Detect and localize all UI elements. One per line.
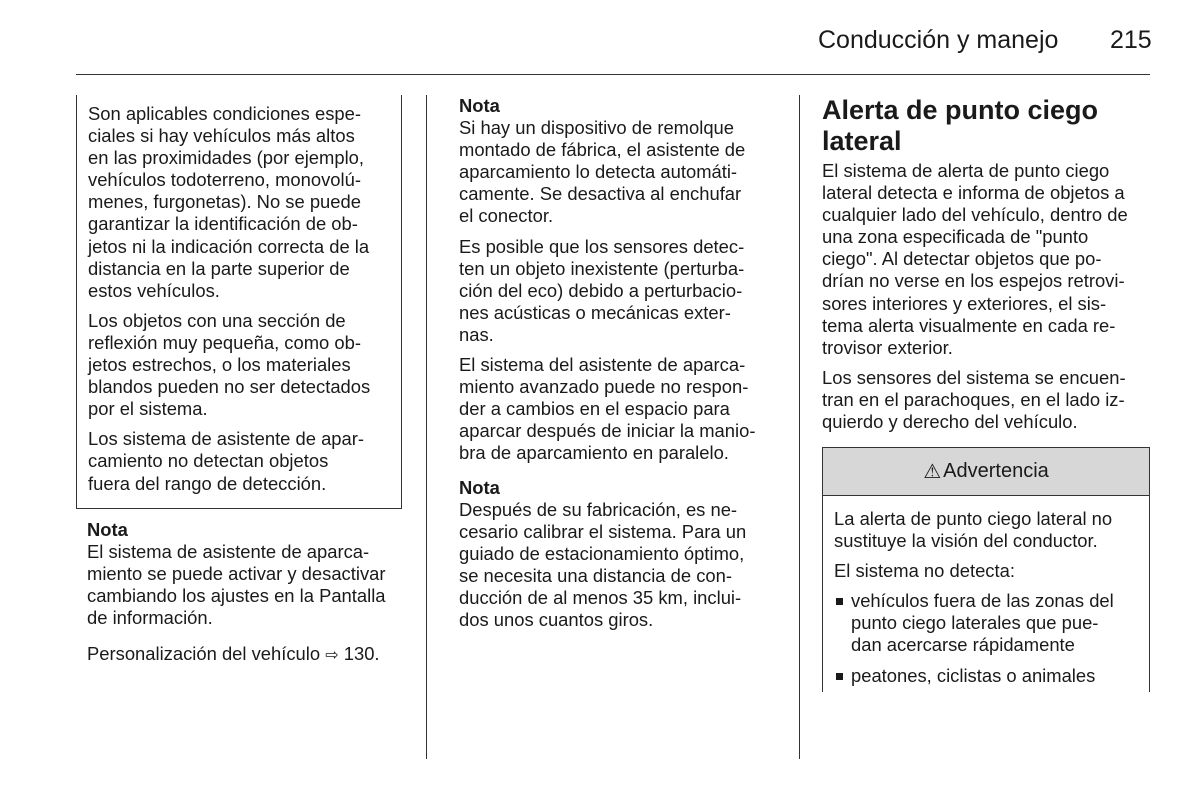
reference-arrow-icon: ⇨ [325, 647, 339, 665]
list-item: peatones, ciclistas o animales [834, 665, 1149, 687]
paragraph: El sistema del asistente de aparca- miento avanzado puede no respon- der a cambios en el espacio para aparcar después de iniciar la manio- bra de aparcamiento en paralelo. [459, 354, 756, 464]
boxed-notice [76, 95, 402, 509]
page-number: 215 [1110, 26, 1152, 54]
paragraph: Los sensores del sistema se encuen- tran en el parachoques, en el lado iz- quierdo y derecho del vehículo. [822, 366, 1126, 433]
warning-body [823, 496, 1149, 687]
nota-text: El sistema de asistente de aparca- miento se puede activar y desactivar cambiando los ajustes en la Pantalla de información. [87, 541, 386, 629]
paragraph: Es posible que los sensores detec- ten un objeto inexistente (perturba- ción del eco) debido a perturbacio- nes acústicas o mecánicas exter- nas. [459, 235, 745, 345]
section-heading: Alerta de punto ciego lateral [822, 95, 1099, 156]
column-divider [799, 95, 800, 759]
box-paragraph: Los sistema de asistente de apar- camiento no detectan objetos fuera del rango de detección. [88, 428, 365, 494]
bullet-square-icon [836, 673, 843, 680]
warning-box [822, 447, 1150, 692]
warning-paragraph: El sistema no detecta: [834, 560, 1015, 582]
column1-notes [87, 519, 407, 668]
header-rule [76, 74, 1150, 75]
nota-label: Nota [459, 95, 500, 116]
cross-reference[interactable]: Personalización del vehículo ⇨ 130. [87, 643, 380, 665]
warning-paragraph: La alerta de punto ciego lateral no sustituye la visión del conductor. [834, 508, 1113, 552]
column3 [822, 95, 1152, 433]
running-header-title: Conducción y manejo [818, 26, 1059, 54]
warning-triangle-icon: ⚠ [923, 461, 942, 483]
box-paragraph: Los objetos con una sección de reflexión muy pequeña, como ob- jetos estrechos, o los materiales blandos pueden no ser detectados por el sistema. [88, 309, 371, 420]
nota-label: Nota [87, 519, 128, 540]
box-paragraph: Son aplicables condiciones espe- ciales si hay vehículos más altos en las proximidades (por ejemplo, vehículos todoterreno, monovolú- menes, furgonetas). No se puede garantizar la identificación de ob- jetos ni la indicación correcta de la distancia en la parte superior de estos vehículos. [88, 103, 370, 301]
warning-header [823, 448, 1149, 496]
nota-text: Después de su fabricación, es ne- cesario calibrar el sistema. Para un guiado de estacionamiento óptimo, se necesita una distancia de con- ducción de al menos 35 km, inclui- dos unos cuantos giros. [459, 498, 747, 631]
column-divider [426, 95, 427, 759]
bullet-square-icon [836, 598, 843, 605]
nota-label: Nota [459, 476, 500, 498]
paragraph: El sistema de alerta de punto ciego lateral detecta e informa de objetos a cualquier lado del vehículo, dentro de una zona especificada de "punto ciego". Al detectar objetos que po- drían no verse en los espejos retrovi- sores interiores y exteriores, el sis- tema alerta visualmente en cada re- trovisor exterior. [822, 160, 1128, 358]
nota-text: Si hay un dispositivo de remolque montado de fábrica, el asistente de aparcamiento lo detecta automáti- camente. Se desactiva al enchufar el conector. [459, 117, 746, 227]
list-item: vehículos fuera de las zonas del punto ciego laterales que pue- dan acercarse rápidamente [834, 590, 1149, 656]
column2 [459, 95, 779, 631]
warning-title: Advertencia [943, 460, 1049, 482]
